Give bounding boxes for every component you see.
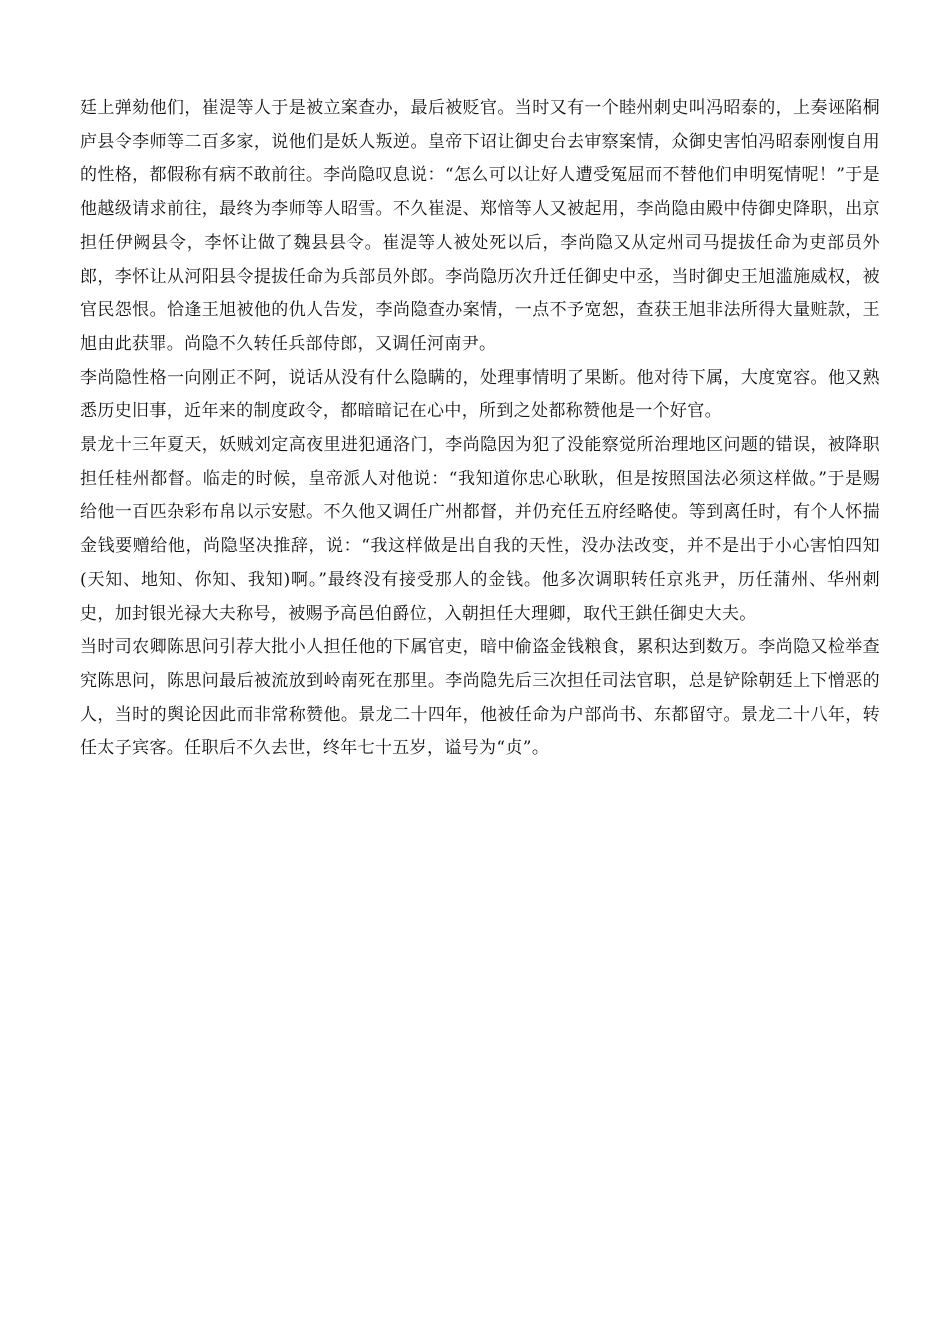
paragraph-3: 景龙十三年夏天，妖贼刘定高夜里进犯通洛门，李尚隐因为犯了没能察觉所治理地区问题的错误，被降职担任桂州都督。临走的时候，皇帝派人对他说：“我知道你忠心耿耿，但是按照国法必须这样做。”于是赐给他一百匹杂彩布帛以示安慰。不久他又调任广州都督，并仍充任五府经略使。等到离任时，有个人怀揣金钱要赠给他，尚隐坚决推辞，说：“我这样做是出自我的天性，没办法改变，并不是出于小心害怕四知(天知、地知、你知、我知)啊。”最终没有接受那人的金钱。他多次调职转任京兆尹，历任蒲州、华州刺史，加封银光禄大夫称号，被赐予高邑伯爵位，入朝担任大理卿，取代王鉷任御史大夫。 [80,435,880,624]
paragraph-2: 李尚隐性格一向刚正不阿，说话从没有什么隐瞒的，处理事情明了果断。他对待下属，大度宽容。他又熟悉历史旧事，近年来的制度政令，都暗暗记在心中，所到之处都称赞他是一个好官。 [80,367,880,422]
document-page [80,92,880,766]
paragraph-1: 廷上弹劾他们，崔湜等人于是被立案查办，最后被贬官。当时又有一个睦州刺史叫冯昭泰的，上奏诬陷桐庐县令李师等二百多家，说他们是妖人叛逆。皇帝下诏让御史台去审察案情，众御史害怕冯昭泰刚愎自用的性格，都假称有病不敢前往。李尚隐叹息说：“怎么可以让好人遭受冤屈而不替他们申明冤情呢！”于是他越级请求前往，最终为李师等人昭雪。不久崔湜、郑愔等人又被起用，李尚隐由殿中侍御史降职，出京担任伊阙县令，李怀让做了魏县县令。崔湜等人被处死以后，李尚隐又从定州司马提拔任命为吏部员外郎，李怀让从河阳县令提拔任命为兵部员外郎。李尚隐历次升迁任御史中丞，当时御史王旭滥施威权，被官民怨恨。恰逢王旭被他的仇人告发，李尚隐查办案情，一点不予宽恕，查获王旭非法所得大量赃款，王旭由此获罪。尚隐不久转任兵部侍郎，又调任河南尹。 [80,98,880,354]
paragraph-4: 当时司农卿陈思问引荐大批小人担任他的下属官吏，暗中偷盗金钱粮食，累积达到数万。李尚隐又检举查究陈思问，陈思问最后被流放到岭南死在那里。李尚隐先后三次担任司法官职，总是铲除朝廷上下憎恶的人，当时的舆论因此而非常称赞他。景龙二十四年，他被任命为户部尚书、东都留守。景龙二十八年，转任太子宾客。任职后不久去世，终年七十五岁，谥号为“贞”。 [80,637,880,759]
